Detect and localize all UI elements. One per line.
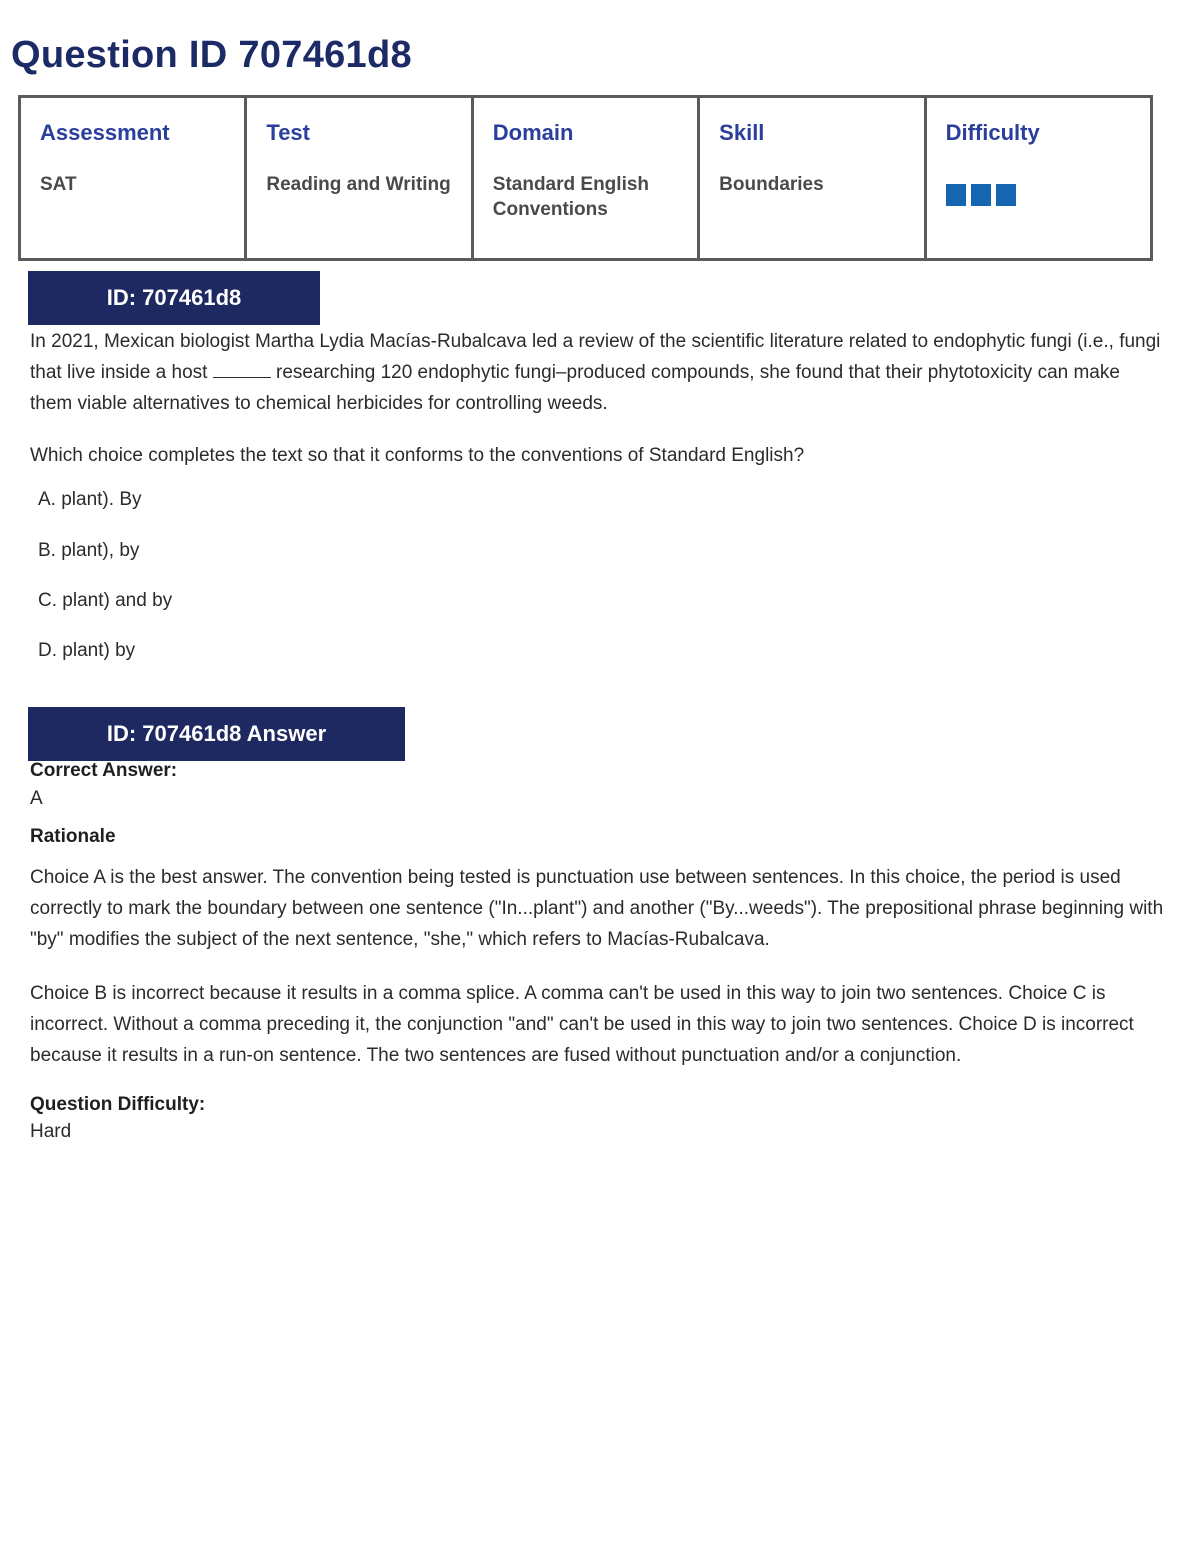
question-passage <box>30 326 1165 419</box>
question-prompt: Which choice completes the text so that it conforms to the conventions of Standard English? <box>30 445 805 466</box>
difficulty-bar <box>946 184 966 206</box>
page-title: Question ID 707461d8 <box>11 34 412 76</box>
question-metadata-table <box>18 95 1153 261</box>
skill-value: Boundaries <box>719 174 824 195</box>
rationale-paragraph-1: Choice A is the best answer. The convention being tested is punctuation use between sentences. In this choice, the period is used correctly to mark the boundary between one sentence ("In...plant") and another ("By...weeds"). The prepositional phrase beginning with "by" modifies the subject of the next sentence, "she," which refers to Macías-Rubalcava. <box>30 867 1164 950</box>
difficulty-bar <box>996 184 1016 206</box>
difficulty-bar <box>971 184 991 206</box>
rationale-paragraph-2: Choice B is incorrect because it results in a comma splice. A comma can't be used in this way to join two sentences. Choice C is incorrect. Without a comma preceding it, the conjunction "and" can't be used in this way to join two sentences. Choice D is incorrect because it results in a run-on sentence. The two sentences are fused without punctuation and/or a conjunction. <box>30 983 1134 1066</box>
choice-c: C. plant) and by <box>38 590 173 611</box>
rationale-label: Rationale <box>30 826 116 847</box>
choice-d: D. plant) by <box>38 640 136 661</box>
domain-value-line1: Standard English <box>492 174 650 195</box>
skill-header: Skill <box>719 120 765 145</box>
test-cell <box>246 97 472 260</box>
test-value: Reading and Writing <box>266 174 451 195</box>
assessment-header: Assessment <box>40 120 170 145</box>
difficulty-meter <box>946 184 1132 206</box>
test-header: Test <box>266 120 310 145</box>
difficulty-cell <box>925 97 1151 260</box>
passage-before-blank: In 2021, Mexican biologist Martha Lydia Macías-Rubalcava led a review of the scientific literature related to endophytic fungi (i.e., fungi that live inside a host <box>30 331 1161 383</box>
correct-answer-label: Correct Answer: <box>30 760 178 781</box>
domain-cell <box>472 97 698 260</box>
choice-b: B. plant), by <box>38 540 140 561</box>
correct-answer-value: A <box>30 788 43 809</box>
domain-value-line2: Conventions <box>492 199 608 220</box>
skill-cell <box>699 97 925 260</box>
passage-after-blank: researching 120 endophytic fungi–produced compounds, she found that their phytotoxicity can make them viable alternatives to chemical herbicides for controlling weeds. <box>30 362 1120 414</box>
question-id-banner: ID: 707461d8 <box>28 271 320 325</box>
choice-a: A. plant). By <box>38 489 142 510</box>
passage-blank <box>213 359 271 378</box>
difficulty-header: Difficulty <box>945 120 1040 145</box>
metadata-row <box>20 97 1152 260</box>
assessment-cell <box>20 97 246 260</box>
answer-id-banner: ID: 707461d8 Answer <box>28 707 405 761</box>
assessment-value: SAT <box>40 174 77 195</box>
question-difficulty-value: Hard <box>30 1121 72 1142</box>
domain-header: Domain <box>492 120 574 145</box>
question-difficulty-label: Question Difficulty: <box>30 1094 206 1115</box>
